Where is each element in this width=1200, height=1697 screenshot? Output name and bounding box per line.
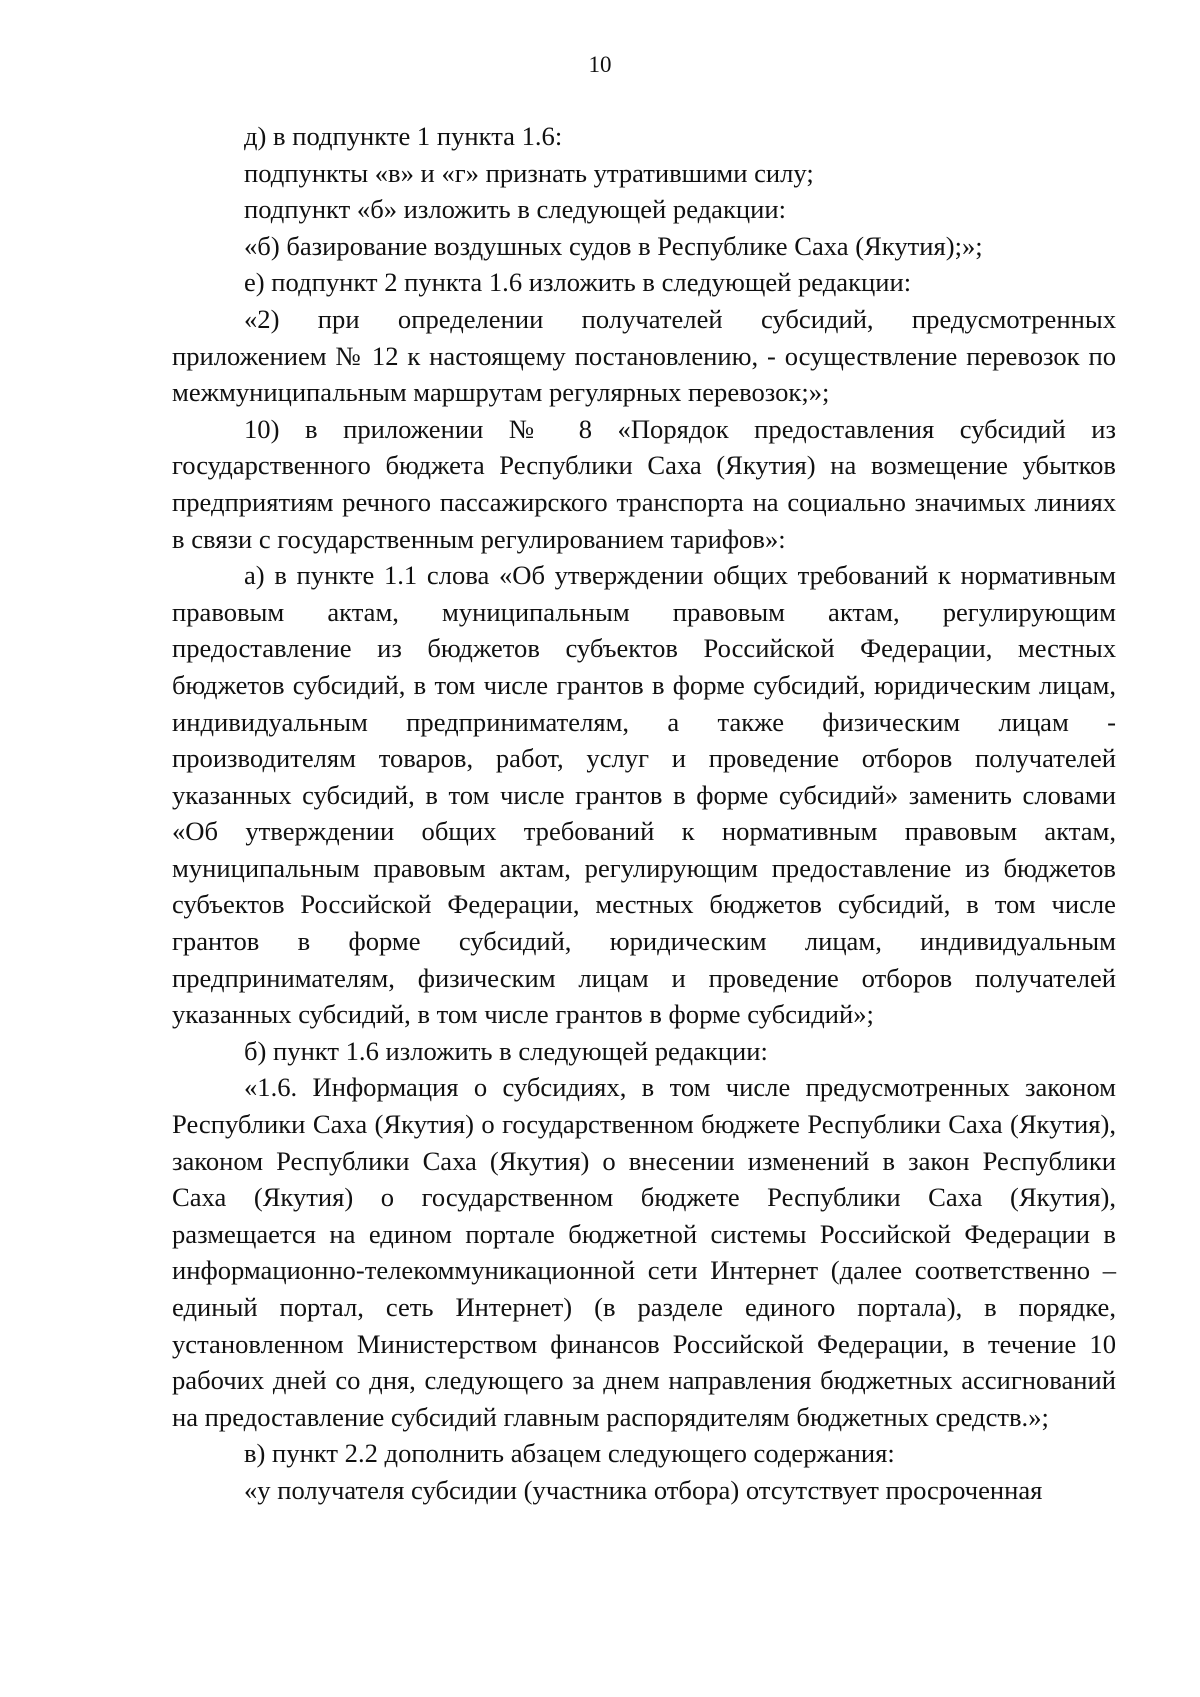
paragraph-d: д) в подпункте 1 пункта 1.6:	[244, 121, 563, 151]
paragraph-v: в) пункт 2.2 дополнить абзацем следующего содержания:	[244, 1438, 895, 1469]
page-number: 10	[588, 52, 612, 77]
paragraph-v-text: «у получателя субсидии (участника отбора) отсутствует просроченная	[244, 1474, 1043, 1505]
paragraph-subpoint-b-edit: подпункт «б» изложить в следующей редакции:	[244, 194, 786, 225]
paragraph-10: 10) в приложении № 8 «Порядок предоставления субсидий из государственного бюджета Республики Саха (Якутия) на возмещение убытков предприятиям речного пассажирского транспорта на социально значимых линиях в связи с государственным регулированием тарифов»:	[172, 413, 1116, 554]
paragraph-subpoints-invalid: подпункты «в» и «г» признать утратившими силу;	[244, 157, 814, 188]
paragraph-subpoint-b-text: «б) базирование воздушных судов в Республике Саха (Якутия);»;	[244, 230, 983, 261]
paragraph-subpoint-2-text: «2) при определении получателей субсидий, предусмотренных приложением № 12 к настоящему постановлению, - осуществление перевозок по межмуниципальным маршрутам регулярных перевозок;»;	[172, 303, 1116, 408]
paragraph-1-6-text: «1.6. Информация о субсидиях, в том числе предусмотренных законом Республики Саха (Якутия) о государственном бюджете Республики Саха (Якутия), законом Республики Саха (Якутия) о внесении изменений в закон Республики Саха (Якутия) о государственном бюджете Республики Саха (Якутия), размещается на едином портале бюджетной системы Российской Федерации в информационно-телекоммуникационной сети Интернет (далее соответственно – единый портал, сеть Интернет) (в разделе единого портала), в порядке, установленном Министерством финансов Российской Федерации, в течение 10 рабочих дней со дня, следующего за днем направления бюджетных ассигнований на предоставление субсидий главным распорядителям бюджетных средств.»;	[172, 1072, 1116, 1432]
paragraph-e: е) подпункт 2 пункта 1.6 изложить в следующей редакции:	[244, 267, 912, 298]
paragraph-b: б) пункт 1.6 изложить в следующей редакции:	[244, 1035, 768, 1066]
paragraph-a: а) в пункте 1.1 слова «Об утверждении общих требований к нормативным правовым актам, муниципальным правовым актам, регулирующим предоставление из бюджетов субъектов Российской Федерации, местных бюджетов субсидий, в том числе грантов в форме субсидий, юридическим лицам, индивидуальным предпринимателям, а также физическим лицам - производителям товаров, работ, услуг и проведение отборов получателей указанных субсидий, в том числе грантов в форме субсидий» заменить словами «Об утверждении общих требований к нормативным правовым актам, муниципальным правовым актам, регулирующим предоставление из бюджетов субъектов Российской Федерации, местных бюджетов субсидий, в том числе грантов в форме субсидий, юридическим лицам, индивидуальным предпринимателям, физическим лицам и проведение отборов получателей указанных субсидий, в том числе грантов в форме субсидий»;	[172, 560, 1116, 1030]
document-body	[172, 118, 1116, 1509]
